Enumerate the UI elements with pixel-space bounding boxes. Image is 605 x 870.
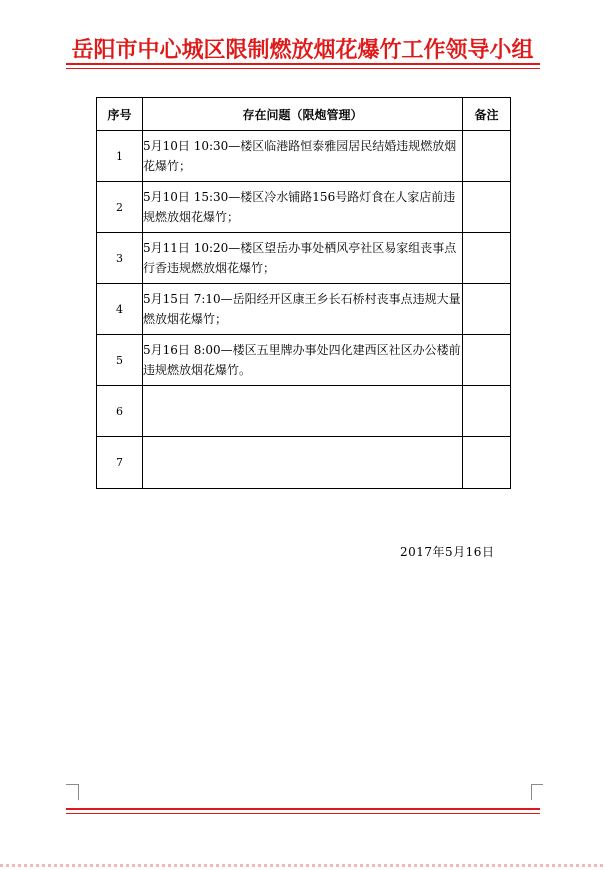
crop-mark-left [66, 784, 78, 785]
bottom-decorative-stripe [0, 864, 605, 867]
table-row [97, 131, 511, 182]
document-title: 岳阳市中心城区限制燃放烟花爆竹工作领导小组 [71, 38, 534, 63]
column-header-note: 备注 [463, 98, 511, 131]
row-note [463, 284, 511, 335]
row-issue: 5月16日 8:00—楼区五里牌办事处四化建西区社区办公楼前违规燃放烟花爆竹。 [143, 335, 463, 386]
row-number: 4 [97, 284, 143, 335]
row-note [463, 386, 511, 437]
footer-rule-thin [66, 813, 540, 814]
row-number: 3 [97, 233, 143, 284]
row-number: 6 [97, 386, 143, 437]
table-row [97, 386, 511, 437]
row-note [463, 182, 511, 233]
row-note [463, 437, 511, 489]
row-issue [143, 437, 463, 489]
row-issue: 5月10日 15:30—楼区冷水铺路156号路灯食在人家店前违规燃放烟花爆竹； [143, 182, 463, 233]
column-header-issue: 存在问题（限炮管理） [143, 98, 463, 131]
row-number: 5 [97, 335, 143, 386]
table-row [97, 284, 511, 335]
table-row [97, 335, 511, 386]
row-number: 1 [97, 131, 143, 182]
table-row [97, 182, 511, 233]
document-date: 2017年5月16日 [400, 545, 495, 559]
row-number: 2 [97, 182, 143, 233]
header-rule-thin [66, 68, 540, 69]
column-header-number: 序号 [97, 98, 143, 131]
row-note [463, 131, 511, 182]
row-issue: 5月11日 10:20—楼区望岳办事处栖风亭社区易家组丧事点行香违规燃放烟花爆竹； [143, 233, 463, 284]
header-rule-thick [66, 63, 540, 65]
crop-mark-right-vertical [531, 784, 532, 800]
row-note [463, 335, 511, 386]
issues-table [96, 97, 511, 489]
table-row [97, 437, 511, 489]
table-header-row [97, 98, 511, 131]
crop-mark-left-vertical [78, 784, 79, 800]
footer-rule-thick [66, 808, 540, 810]
crop-mark-right [531, 784, 543, 785]
row-issue: 5月15日 7:10—岳阳经开区康王乡长石桥村丧事点违规大量燃放烟花爆竹； [143, 284, 463, 335]
row-issue [143, 386, 463, 437]
row-issue: 5月10日 10:30—楼区临港路恒泰雅园居民结婚违规燃放烟花爆竹； [143, 131, 463, 182]
row-number: 7 [97, 437, 143, 489]
row-note [463, 233, 511, 284]
table-row [97, 233, 511, 284]
